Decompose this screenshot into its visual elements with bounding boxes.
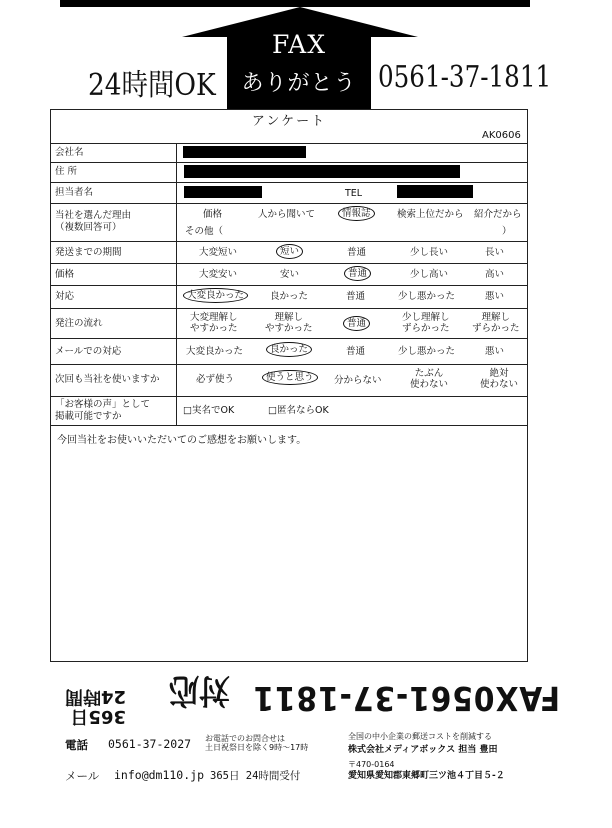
- voice-option-realname[interactable]: □実名でOK: [183, 405, 235, 416]
- row-divider: [50, 364, 528, 365]
- option[interactable]: 普通: [346, 346, 366, 357]
- inverted-fax-banner: [60, 662, 560, 726]
- person-redacted: [184, 186, 262, 198]
- fax-thanks: ありがとう: [241, 71, 357, 96]
- option[interactable]: 大変理解し やすかった: [190, 312, 238, 334]
- row-divider: [50, 143, 528, 144]
- form-code: AK0606: [482, 130, 521, 141]
- option[interactable]: 大変短い: [199, 247, 238, 258]
- option[interactable]: 分からない: [334, 375, 382, 386]
- question-label: 価格: [55, 269, 75, 280]
- mail-label: メール: [65, 769, 100, 783]
- address-redacted: [184, 165, 460, 178]
- option[interactable]: 悪い: [485, 346, 505, 357]
- top-border-bar: [60, 0, 530, 7]
- option[interactable]: 悪い: [485, 291, 505, 302]
- fax-number-header: 0561-37-1811: [378, 60, 552, 95]
- option[interactable]: 少し長い: [410, 247, 449, 258]
- option-circled[interactable]: 良かった: [266, 342, 312, 357]
- row-divider: [50, 203, 528, 204]
- comment-area[interactable]: [52, 446, 526, 658]
- option[interactable]: 長い: [485, 247, 505, 258]
- row-divider: [50, 425, 528, 426]
- row-divider: [50, 241, 528, 242]
- company-label: 会社名: [55, 147, 84, 158]
- address-label: 住 所: [55, 166, 78, 177]
- banner-fax-number: FAX0561-37-1811: [252, 679, 560, 718]
- row-divider: [50, 162, 528, 163]
- tel-redacted: [397, 185, 473, 198]
- row-divider: [50, 396, 528, 397]
- person-label: 担当者名: [55, 187, 94, 198]
- other-close: ）: [502, 226, 512, 237]
- option[interactable]: 良かった: [270, 291, 309, 302]
- company-redacted: [183, 146, 306, 158]
- question-label: メールでの対応: [55, 346, 122, 357]
- option[interactable]: 価格: [203, 209, 223, 220]
- option-circled[interactable]: 普通: [343, 316, 370, 331]
- question-label: 発送までの期間: [55, 247, 122, 258]
- banner-hours: 365日 24時間: [64, 686, 126, 727]
- option[interactable]: 理解し ずらかった: [472, 312, 520, 334]
- option[interactable]: 少し悪かった: [398, 346, 456, 357]
- row-divider: [50, 338, 528, 339]
- option[interactable]: 人から聞いて: [258, 209, 316, 220]
- banner-taio: 対応: [168, 670, 230, 710]
- row-divider: [50, 308, 528, 309]
- company-address: 愛知県愛知郡東郷町三ツ池４丁目５-２: [348, 771, 505, 781]
- option[interactable]: 安い: [280, 269, 300, 280]
- option[interactable]: 紹介だから: [474, 209, 522, 220]
- option[interactable]: 高い: [485, 269, 505, 280]
- comment-label: 今回当社をお使いいただいてのご感想をお願いします。: [57, 435, 307, 446]
- row-divider: [50, 285, 528, 286]
- option[interactable]: 少し理解し ずらかった: [402, 312, 450, 334]
- column-divider: [176, 143, 177, 425]
- row-divider: [50, 263, 528, 264]
- option[interactable]: 少し悪かった: [398, 291, 456, 302]
- option[interactable]: 大変安い: [199, 269, 238, 280]
- tel-label: TEL: [345, 188, 363, 199]
- question-label: 発注の流れ: [55, 318, 103, 329]
- option[interactable]: たぶん 使わない: [410, 368, 449, 390]
- option[interactable]: 検索上位だから: [397, 209, 464, 220]
- company-name: 株式会社メディアボックス 担当 豊田: [348, 745, 498, 755]
- option-circled[interactable]: 大変良かった: [183, 288, 248, 303]
- option-circled[interactable]: 普通: [344, 266, 371, 281]
- option[interactable]: 少し高い: [410, 269, 449, 280]
- form-title: アンケート: [251, 114, 327, 129]
- mail-note: 365日 24時間受付: [210, 770, 301, 782]
- option[interactable]: 普通: [346, 291, 366, 302]
- mail-address[interactable]: info@dm110.jp: [114, 768, 205, 782]
- fax-title: FAX: [271, 30, 327, 59]
- option[interactable]: 理解し やすかった: [265, 312, 313, 334]
- option[interactable]: 絶対 使わない: [480, 368, 519, 390]
- option[interactable]: 普通: [347, 247, 367, 258]
- option[interactable]: 必ず使う: [196, 374, 235, 385]
- option-circled[interactable]: 使うと思う: [262, 370, 318, 385]
- option-other[interactable]: その他（: [185, 226, 224, 237]
- row-divider: [50, 182, 528, 183]
- question-label: 当社を選んだ理由 （複数回答可）: [55, 210, 132, 233]
- option-circled[interactable]: 短い: [276, 244, 303, 259]
- voice-option-anonymous[interactable]: □匿名ならOK: [268, 405, 329, 416]
- tel-note: お電話でのお問合せは 土日祝祭日を除く9時〜17時: [205, 734, 309, 752]
- option[interactable]: 大変良かった: [186, 346, 244, 357]
- zip-code: 〒470-0164: [348, 760, 395, 769]
- tel-label-footer: 電話: [65, 738, 88, 752]
- hours-ok-text: 24時間OK: [88, 68, 216, 103]
- question-label: 対応: [55, 291, 75, 302]
- company-tagline: 全国の中小企業の郵送コストを削減する: [348, 732, 492, 741]
- voice-label: 「お客様の声」として 掲載可能ですか: [55, 399, 151, 422]
- question-label: 次回も当社を使いますか: [55, 374, 160, 385]
- option-circled[interactable]: 情報誌: [338, 206, 375, 221]
- tel-number[interactable]: 0561-37-2027: [108, 737, 192, 751]
